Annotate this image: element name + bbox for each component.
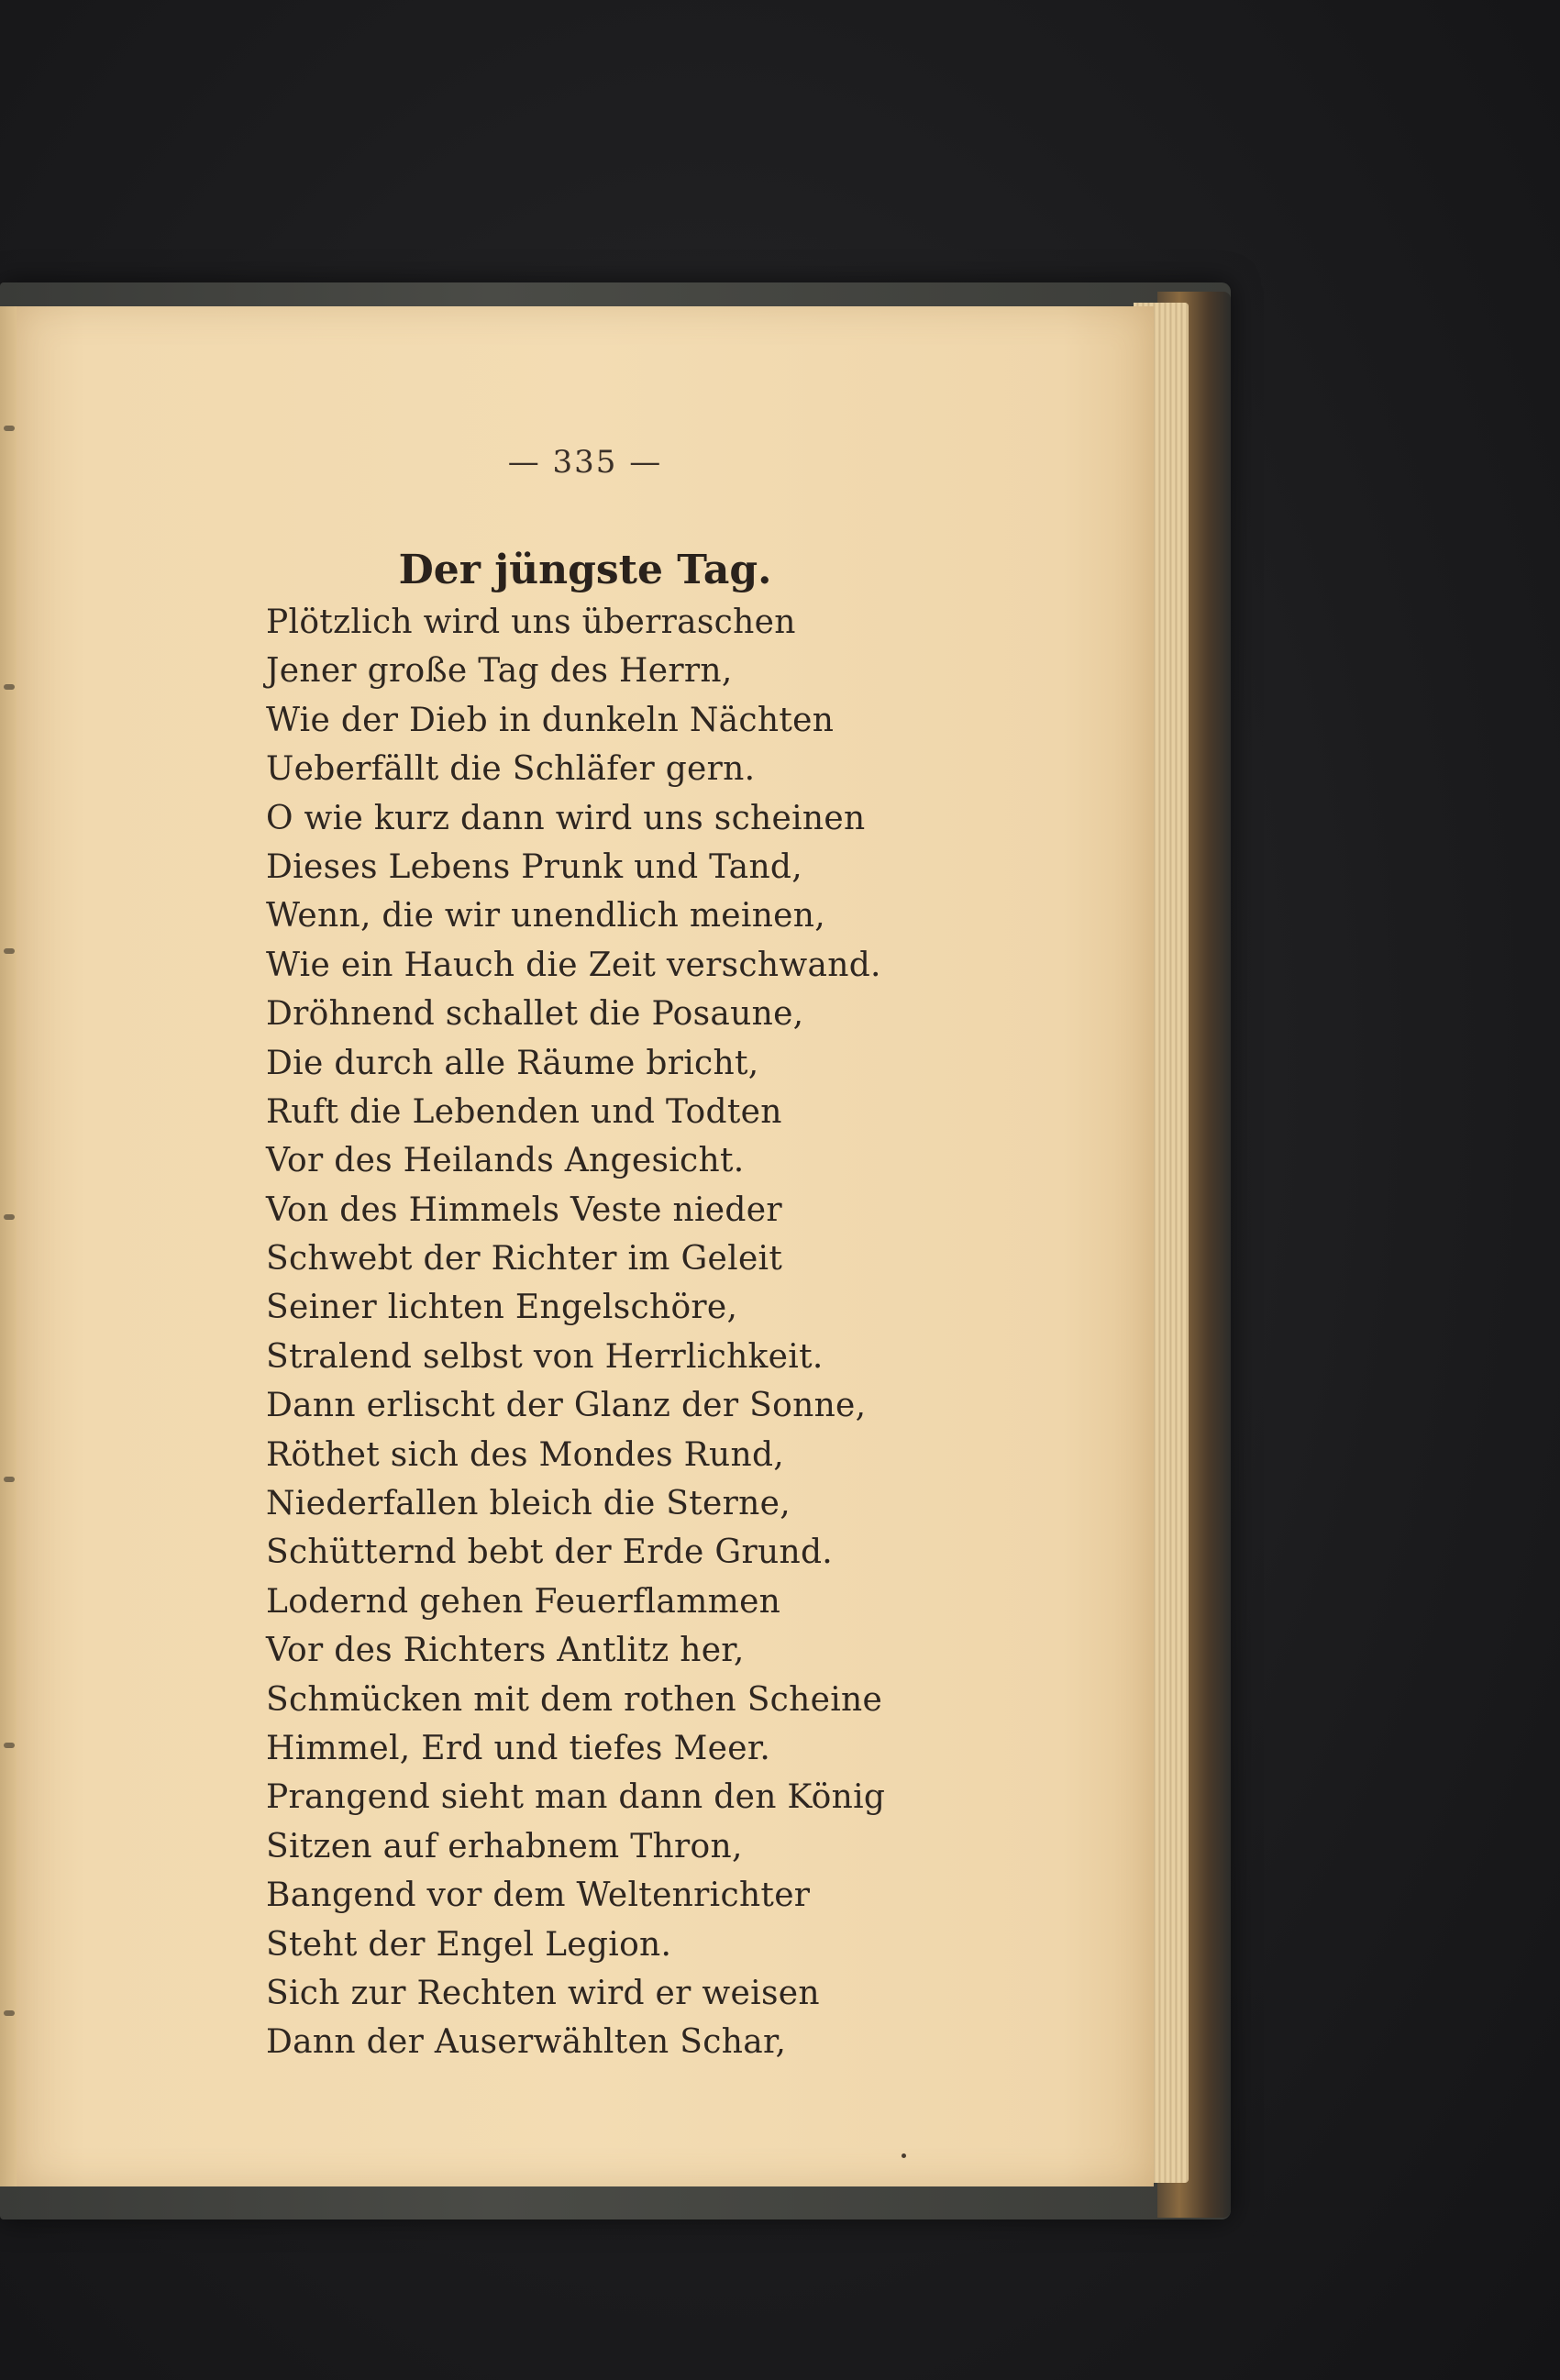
book-page bbox=[17, 306, 1154, 2186]
poem-line: Plötzlich wird uns überraschen bbox=[266, 603, 796, 641]
binding-thread bbox=[4, 2010, 15, 2016]
poem-line: Schwebt der Richter im Geleit bbox=[266, 1240, 783, 1279]
poem-line: Wie der Dieb in dunkeln Nächten bbox=[266, 701, 835, 739]
poem-line: Vor des Richters Antlitz her, bbox=[266, 1632, 745, 1670]
poem-line: Stralend selbst von Herrlichkeit. bbox=[266, 1337, 824, 1376]
binding-thread bbox=[4, 684, 15, 690]
poem-line: Ruft die Lebenden und Todten bbox=[266, 1092, 782, 1131]
poem-line: Die durch alle Räume bricht, bbox=[266, 1044, 759, 1082]
poem-line: Himmel, Erd und tiefes Meer. bbox=[266, 1729, 771, 1767]
poem-line: Von des Himmels Veste nieder bbox=[266, 1190, 782, 1229]
poem-line: Röthet sich des Mondes Rund, bbox=[266, 1435, 785, 1474]
poem-body bbox=[266, 598, 1091, 2067]
poem-line: Schmücken mit dem rothen Scheine bbox=[266, 1680, 883, 1719]
facing-page-edge bbox=[0, 306, 17, 2186]
binding-thread bbox=[4, 1214, 15, 1220]
poem-line: Jener große Tag des Herrn, bbox=[266, 652, 733, 691]
poem-line: Bangend vor dem Weltenrichter bbox=[266, 1876, 811, 1915]
poem-line: Vor des Heilands Angesicht. bbox=[266, 1142, 745, 1180]
poem-line: Sitzen auf erhabnem Thron, bbox=[266, 1827, 743, 1865]
poem-line: Wenn, die wir unendlich meinen, bbox=[266, 897, 826, 935]
binding-thread bbox=[4, 948, 15, 954]
poem-line: Dröhnend schallet die Posaune, bbox=[266, 995, 804, 1034]
poem-line: Steht der Engel Legion. bbox=[266, 1925, 672, 1964]
binding-thread bbox=[4, 1477, 15, 1482]
poem-line: Dieses Lebens Prunk und Tand, bbox=[266, 847, 803, 886]
poem-line: Dann der Auserwählten Schar, bbox=[266, 2023, 787, 2062]
poem-line: Ueberfällt die Schläfer gern. bbox=[266, 750, 756, 789]
ink-speck bbox=[902, 2153, 906, 2158]
binding-thread bbox=[4, 1743, 15, 1748]
poem-line: Prangend sieht man dann den König bbox=[266, 1778, 886, 1817]
poem-line: Lodernd gehen Feuerflammen bbox=[266, 1582, 781, 1621]
poem-line: Sich zur Rechten wird er weisen bbox=[266, 1974, 820, 2012]
poem-line: Seiner lichten Engelschöre, bbox=[266, 1289, 738, 1327]
binding-thread bbox=[4, 426, 15, 431]
poem-line: Schütternd bebt der Erde Grund. bbox=[266, 1533, 834, 1572]
poem-line: Wie ein Hauch die Zeit verschwand. bbox=[266, 946, 881, 984]
poem-line: Dann erlischt der Glanz der Sonne, bbox=[266, 1387, 867, 1425]
poem-line: Niederfallen bleich die Sterne, bbox=[266, 1485, 791, 1523]
page-number: — 335 — bbox=[507, 444, 663, 481]
poem-line: O wie kurz dann wird uns scheinen bbox=[266, 799, 866, 837]
poem-title: Der jüngste Tag. bbox=[398, 547, 772, 593]
